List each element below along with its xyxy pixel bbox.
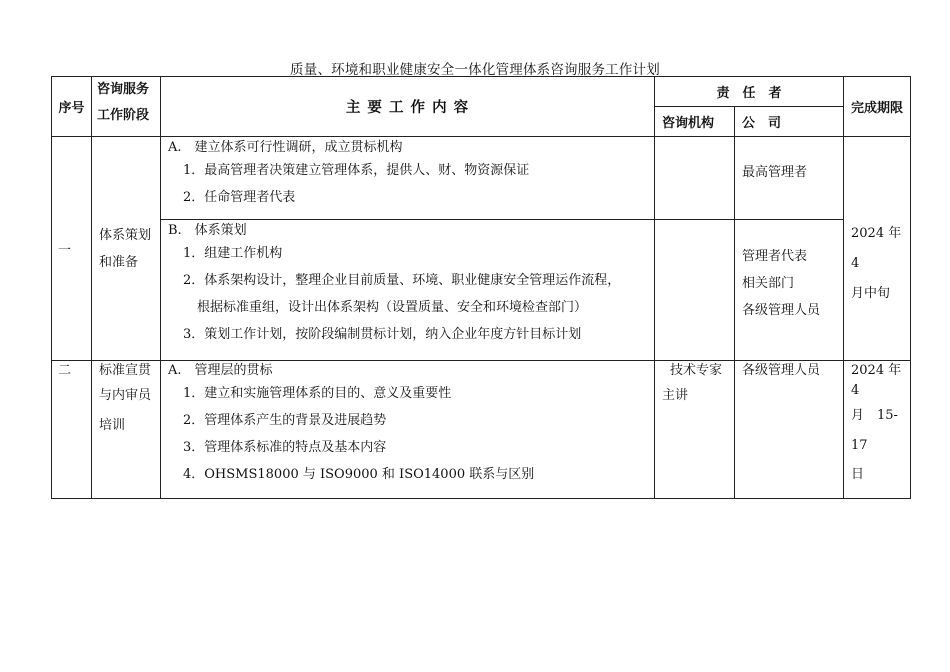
section-heading: A. 管理层的贯标 <box>168 363 273 378</box>
row2-section-a <box>161 361 655 499</box>
header-deadline: 完成期限 <box>844 77 911 137</box>
list-item: 2．体系架构设计，整理企业目前质量、环境、职业健康安全管理运作流程， <box>183 273 621 288</box>
row2-stage: 标准宣贯 与内审员 培训 <box>92 361 161 499</box>
header-seq: 序号 <box>52 77 92 137</box>
list-item: 2．任命管理者代表 <box>183 190 296 205</box>
row2-seq: 二 <box>52 361 92 499</box>
list-item: 1．最高管理者决策建立管理体系，提供人、财、物资源保证 <box>183 163 530 178</box>
list-item: 1．组建工作机构 <box>183 246 283 261</box>
header-content: 主 要 工 作 内 容 <box>161 77 655 137</box>
document-title: 质量、环境和职业健康安全一体化管理体系咨询服务工作计划 <box>290 62 660 78</box>
list-item: 2．管理体系产生的背景及进展趋势 <box>183 413 387 428</box>
section-heading: A. 建立体系可行性调研，成立贯标机构 <box>168 140 403 155</box>
list-item: 3．管理体系标准的特点及基本内容 <box>183 440 387 455</box>
list-item: 根据标准重组，设计出体系架构（设置质量、安全和环境检查部门） <box>197 300 588 315</box>
header-company: 公 司 <box>735 107 844 137</box>
row1-b-agency <box>655 220 735 361</box>
row2-company: 各级管理人员 <box>735 361 844 499</box>
row1-section-a <box>161 137 655 220</box>
row1-deadline: 2024 年 4 月中旬 <box>844 137 911 361</box>
row1-a-company: 最高管理者 <box>735 137 844 220</box>
row1-seq: 一 <box>52 137 92 361</box>
header-agency: 咨询机构 <box>655 107 735 137</box>
row1-section-b <box>161 220 655 361</box>
row2-deadline: 2024 年 4 月 15-17 日 <box>844 361 911 499</box>
header-stage: 咨询服务 工作阶段 <box>92 77 161 137</box>
row1-stage: 体系策划 和准备 <box>92 137 161 361</box>
section-heading: B. 体系策划 <box>168 223 247 238</box>
header-responsible: 责 任 者 <box>655 77 844 107</box>
list-item: 3．策划工作计划，按阶段编制贯标计划，纳入企业年度方针目标计划 <box>183 327 582 342</box>
list-item: 1．建立和实施管理体系的目的、意义及重要性 <box>183 386 452 401</box>
work-plan-table <box>51 76 911 499</box>
row1-a-agency <box>655 137 735 220</box>
row2-agency: 技术专家 主讲 <box>655 361 735 499</box>
list-item: 4．OHSMS18000 与 ISO9000 和 ISO14000 联系与区别 <box>183 467 535 482</box>
row1-b-company: 管理者代表 相关部门 各级管理人员 <box>735 220 844 361</box>
